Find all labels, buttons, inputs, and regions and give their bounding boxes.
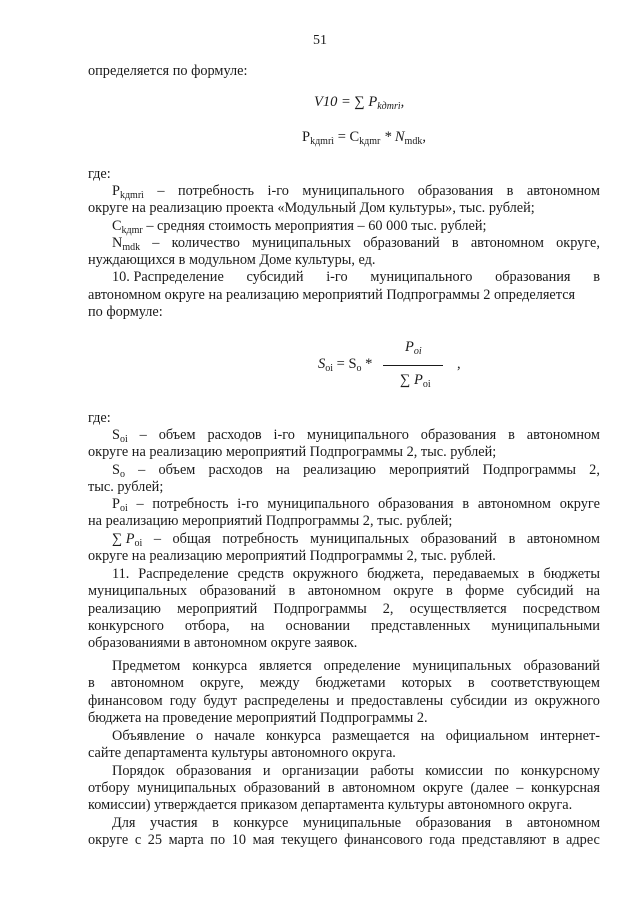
formula-soi-lhs: $S_{oi} = S_o$ * [318,356,373,374]
paragraph-announce-line1: Объявление о начале конкурса размещается на официальном интернет- [112,728,600,744]
definition-so-line1: $S_o$ – объем расходов на реализацию мероприятий Подпрограммы 2, [112,462,600,480]
paragraph-subject-line4: бюджета на проведение мероприятий Подпрограммы 2. [88,710,428,726]
paragraph-10-line1: 10. Распределение субсидий і-го муниципального образования в [112,269,600,285]
paragraph-11-line2: муниципальных образований в автономном округе в форме субсидий на [88,583,600,599]
definition-so-line2: тыс. рублей; [88,479,164,495]
definition-c: $C_{kдmr}$ – средняя стоимость мероприятия – 60 000 тыс. рублей; [112,218,487,236]
intro-text: определяется по формуле: [88,63,248,79]
paragraph-11-line1: 11. Распределение средств окружного бюджета, передаваемых в бюджеты [112,566,600,582]
formula-p-kdmr: $P_{kдmrì} = C_{kдmr} * N_{mdk}$, [302,129,426,147]
definition-p-line2: округе на реализацию проекта «Модульный Дом культуры», тыс. рублей; [88,200,535,216]
definition-soi-line1: $S_{oi}$ – объем расходов і-го муниципального образования в автономном [112,427,600,445]
definition-n-line1: $N_{mdk}$ – количество муниципальных образований в автономном округе, [112,235,600,253]
paragraph-10-line3: по формуле: [88,304,163,320]
paragraph-participation-line1: Для участия в конкурсе муниципальные образования в автономном [112,815,600,831]
paragraph-subject-line2: в автономном округе, между бюджетами которых в соответствующем [88,675,600,691]
definition-poi-line1: $P_{oi}$ – потребность і-го муниципального образования в автономном округе [112,496,600,514]
definition-sum-line2: округе на реализацию мероприятий Подпрограммы 2, тыс. рублей. [88,548,496,564]
fraction-bar [383,365,443,366]
where-label-2: где: [88,410,111,426]
paragraph-commission-line3: комиссии) утверждается приказом департамента культуры автономного округа. [88,797,573,813]
formula-soi-numerator: $P_{oi}$ [405,339,422,357]
page-number: 51 [313,33,327,48]
paragraph-11-line3: реализацию мероприятий Подпрограммы 2, осуществляется посредством [88,601,600,617]
paragraph-11-line4: конкурсного отбора, на основании представленных муниципальными [88,618,600,634]
paragraph-11-line5: образованиями в автономном округе заявок. [88,635,358,651]
definition-n-line2: нуждающихся в модульном Доме культуры, ед. [88,252,376,268]
paragraph-commission-line1: Порядок образования и организации работы комиссии по конкурсному [112,763,600,779]
paragraph-announce-line2: сайте департамента культуры автономного округа. [88,745,396,761]
paragraph-10-line2: автономном округе на реализацию мероприятий Подпрограммы 2 определяется [88,287,576,303]
definition-sum-line1: ∑ $P_{oi}$ – общая потребность муниципальных образований в автономном [112,531,600,549]
formula-soi-denominator: ∑ $P_{oi}$ [400,372,431,390]
paragraph-participation-line2: округе с 25 марта по 10 мая текущего финансового года представляют в адрес [88,832,600,848]
paragraph-subject-line1: Предметом конкурса является определение муниципальных образований [112,658,600,674]
definition-poi-line2: на реализацию мероприятий Подпрограммы 2, тыс. рублей; [88,513,453,529]
where-label-1: где: [88,166,111,182]
formula-v10: V10 = ∑ $P_{kдmrì}$, [314,94,405,112]
definition-soi-line2: округе на реализацию мероприятий Подпрограммы 2, тыс. рублей; [88,444,497,460]
formula-soi-comma: , [457,356,461,372]
paragraph-commission-line2: отбору муниципальных образований в автономном округе (далее – конкурсная [88,780,600,796]
paragraph-subject-line3: финансовом году будут распределены и предоставлены субсидии из окружного [88,693,600,709]
definition-p-line1: $P_{kдmrì}$ – потребность і-го муниципального образования в автономном [112,183,600,201]
